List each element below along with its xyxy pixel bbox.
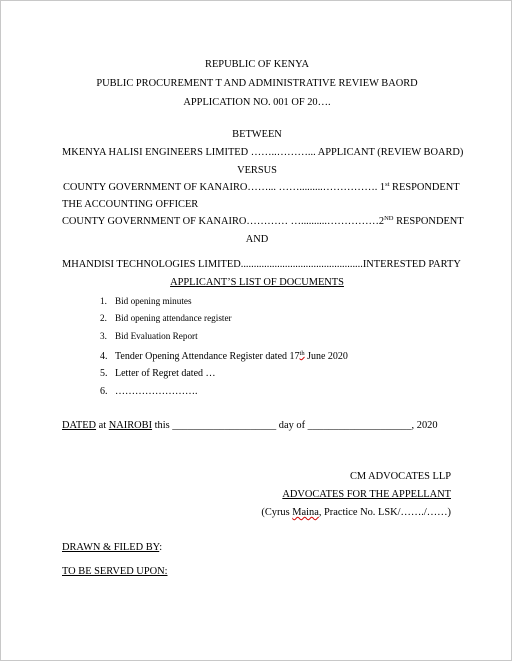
dated-line xyxy=(62,420,438,432)
respondent1-sup: st xyxy=(385,181,390,188)
dated-at: at xyxy=(96,420,109,431)
list-text: Letter of Regret dated … xyxy=(115,368,216,379)
list-text: ……………………. xyxy=(115,386,198,397)
to-be-served-upon: TO BE SERVED UPON: xyxy=(62,566,168,577)
contact-b: , Practice No. LSK/……./……) xyxy=(318,507,451,518)
list-text xyxy=(115,351,348,363)
accounting-officer-line: THE ACCOUNTING OFFICER xyxy=(62,199,199,210)
applicant-line: MKENYA HALISI ENGINEERS LIMITED ……..………... APPLICANT (REVIEW BOARD) xyxy=(62,147,464,158)
dated-day-of: day of xyxy=(276,420,308,431)
drawn-filed-by xyxy=(62,542,162,554)
dated-year: , 2020 xyxy=(411,420,438,431)
respondent2-tail: RESPONDENT xyxy=(393,216,464,227)
dated-this: this xyxy=(152,420,173,431)
firm-name: CM ADVOCATES LLP xyxy=(349,471,451,482)
respondent1-tail: RESPONDENT xyxy=(389,182,460,193)
dated-place: NAIROBI xyxy=(108,420,153,431)
list-number: 2. xyxy=(100,313,107,323)
list-number: 5. xyxy=(100,368,108,379)
respondent1-text: COUNTY GOVERNMENT OF KANAIRO……... …….........……………. 1 xyxy=(63,182,386,193)
drawn-filed-colon: : xyxy=(159,542,163,553)
dated-blank-1: ____________________ xyxy=(172,420,277,431)
list-text-sup: th xyxy=(299,350,305,357)
respondent2-text: COUNTY GOVERNMENT OF KANAIRO………… …..........……………2 xyxy=(62,216,385,227)
respondent1-line xyxy=(63,182,460,194)
firm-role: ADVOCATES FOR THE APPELLANT xyxy=(282,489,451,500)
respondent2-sup: ND xyxy=(384,215,394,222)
list-text-b: June 2020 xyxy=(304,351,348,362)
and-label: AND xyxy=(245,234,269,245)
dated-blank-2: ____________________ xyxy=(307,420,412,431)
list-number: 1. xyxy=(100,296,107,306)
contact-name: Maina xyxy=(292,507,319,518)
heading-republic: REPUBLIC OF KENYA xyxy=(205,59,309,70)
dated-word: DATED xyxy=(62,420,97,431)
heading-application-no: APPLICATION NO. 001 OF 20…. xyxy=(183,97,331,108)
versus-label: VERSUS xyxy=(237,165,277,176)
list-text: Bid opening attendance register xyxy=(115,313,232,323)
list-text: Bid opening minutes xyxy=(115,296,192,306)
respondent2-line xyxy=(62,216,464,228)
list-number: 3. xyxy=(100,331,107,341)
list-text: Bid Evaluation Report xyxy=(115,331,198,341)
interested-party-line: MHANDISI TECHNOLOGIES LIMITED...............................................INTERESTED PARTY xyxy=(62,259,461,270)
drawn-filed-label: DRAWN & FILED BY xyxy=(62,542,160,553)
firm-contact xyxy=(261,507,451,519)
documents-heading: APPLICANT’S LIST OF DOCUMENTS xyxy=(170,277,344,288)
between-label: BETWEEN xyxy=(232,129,282,140)
list-text-a: Tender Opening Attendance Register dated 17 xyxy=(115,351,300,362)
heading-board: PUBLIC PROCUREMENT T AND ADMINISTRATIVE REVIEW BAORD xyxy=(96,78,418,89)
list-number: 6. xyxy=(100,386,108,397)
list-number: 4. xyxy=(100,351,108,362)
contact-a: (Cyrus xyxy=(261,507,293,518)
